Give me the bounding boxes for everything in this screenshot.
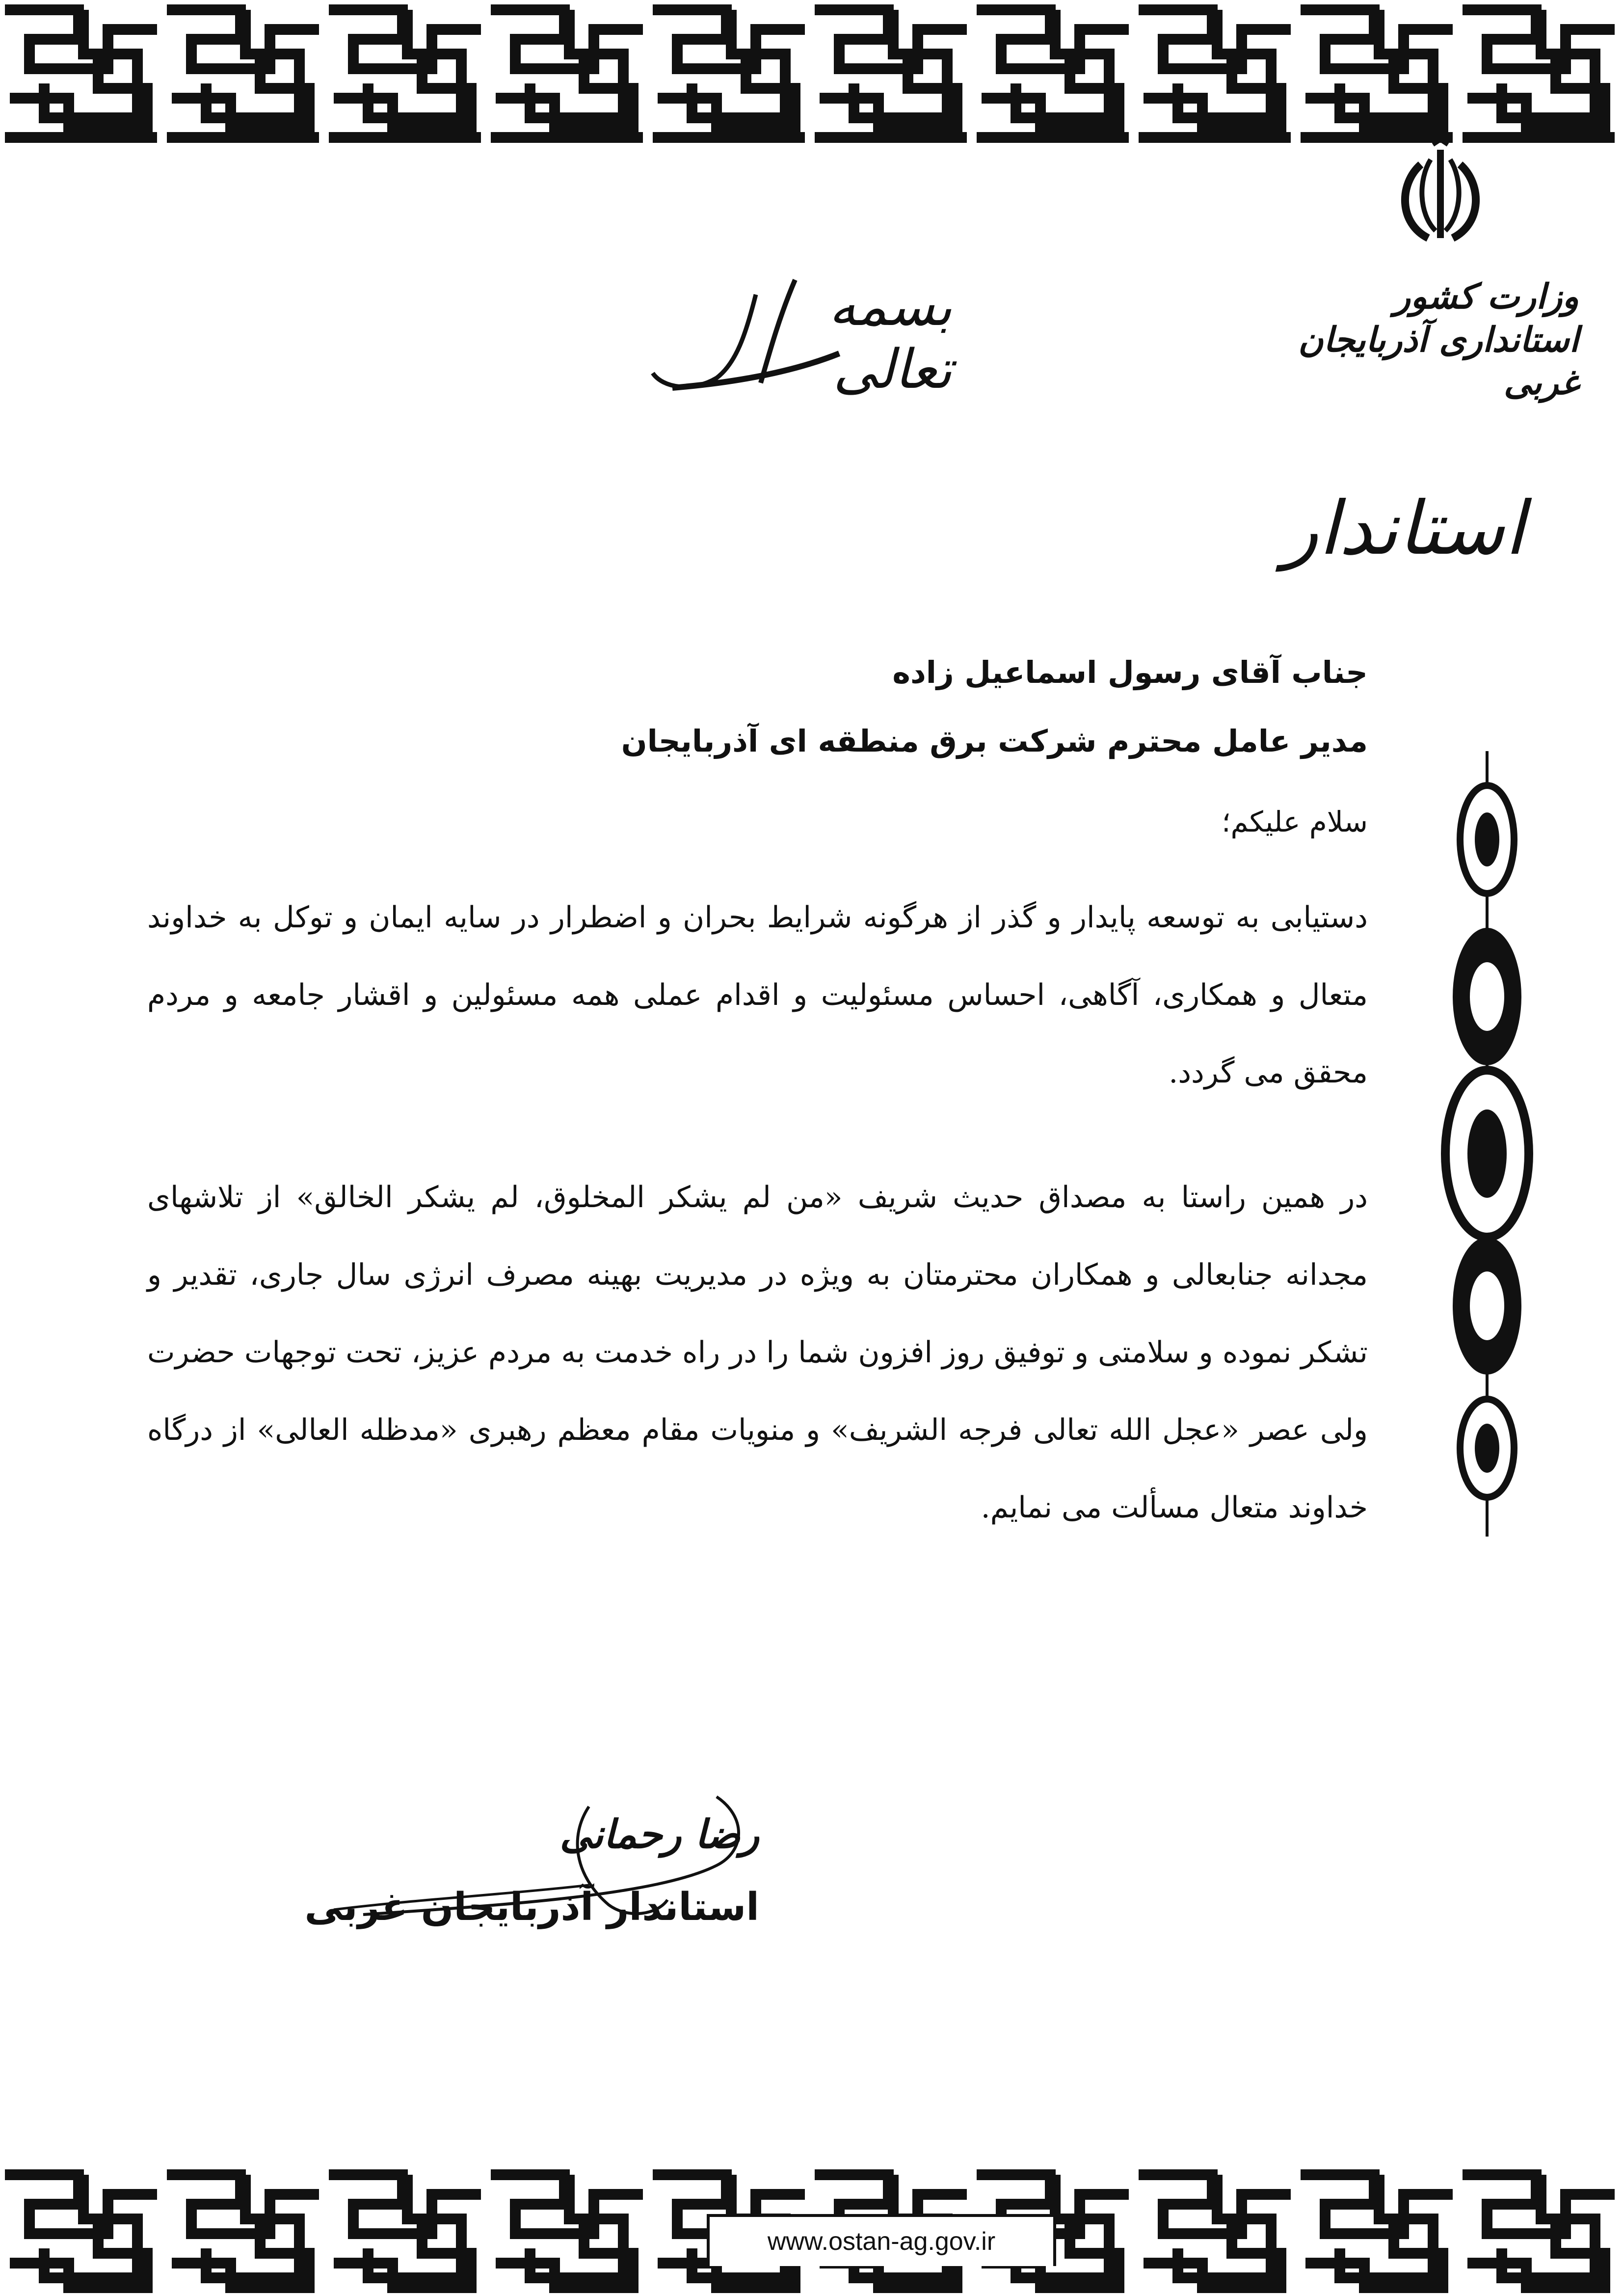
letter-paragraph: در همین راستا به مصداق حدیث شریف «من لم یشکر المخلوق، لم یشکر الخالق» از تلاشهای مجدانه جنابعالی و همکاران محترمتان به ویژه در مدیریت بهینه مصرف انرژی سال جاری، تقدیر و تشکر نموده و سلامتی و توفیق روز افزون شما را در راه خدمت به مردم عزیز، تحت توجهات حضرت ولی عصر «عجل الله تعالی فرجه الشریف» و منویات مقام معظم رهبری «مدظله العالی» از درگاه خداوند متعال مسألت می نمایم. (147, 1180, 1368, 1525)
ministry-header (1284, 275, 1579, 404)
top-decorative-border (0, 0, 1623, 147)
iran-emblem-icon (1394, 140, 1487, 258)
vertical-ornament (1438, 751, 1536, 1537)
greeting: سلام علیکم؛ (1222, 805, 1368, 838)
office-title: استاندار (1283, 486, 1525, 571)
letter-paragraph: دستیابی به توسعه پایدار و گذر از هرگونه شرایط بحران و اضطرار در سایه ایمان و توکل به خداوند متعال و همکاری، آگاهی، احساس مسئولیت و اقدام عملی همه مسئولین و اقشار جامعه و مردم محقق می گردد. (147, 900, 1368, 1090)
ministry-name: وزارت کشور (1394, 276, 1579, 317)
bismillah-text: بسمه تعالی (828, 275, 952, 401)
website-url[interactable]: www.ostan-ag.gov.ir (767, 2227, 996, 2256)
recipient-name: جناب آقای رسول اسماعیل زاده (892, 654, 1368, 690)
signatory-name: رضا رحمانی (559, 1811, 759, 1857)
governorate-name: استانداری آذربایجان غربی (1298, 319, 1579, 403)
recipient-position: مدیر عامل محترم شرکت برق منطقه ای آذربایجان (621, 723, 1368, 759)
signatory-title: استاندار آذربایجان غربی (304, 1885, 759, 1929)
website-label-box (707, 2214, 1056, 2266)
recipient-block (386, 638, 1368, 776)
